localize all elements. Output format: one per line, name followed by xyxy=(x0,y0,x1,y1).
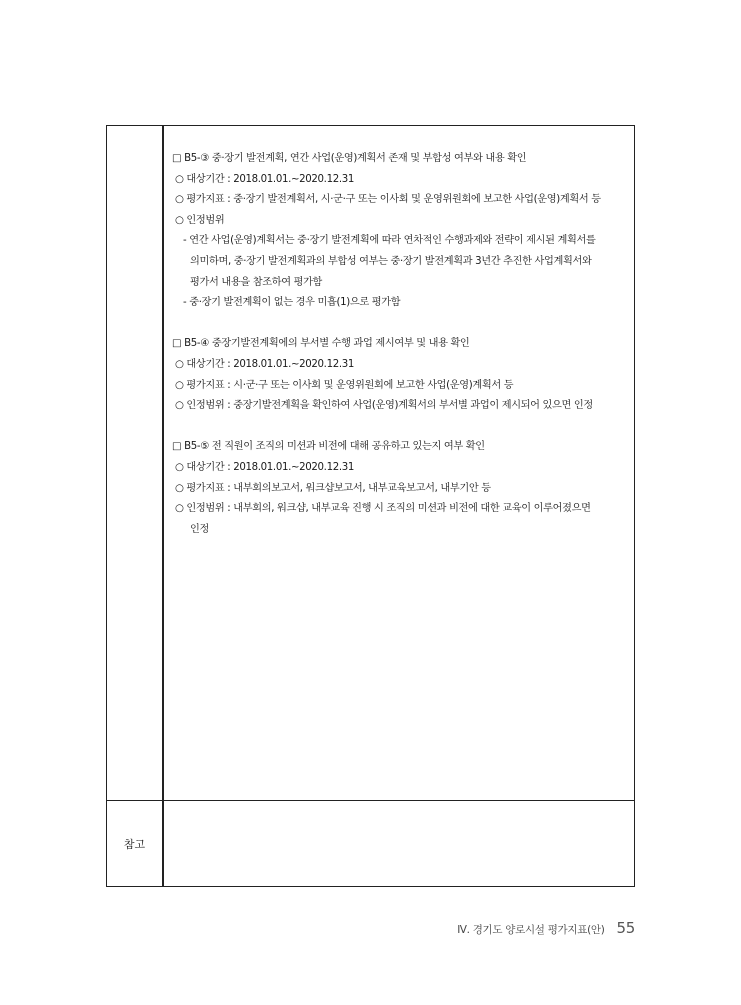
criteria-line: ○ 대상기간 : 2018.01.01.~2020.12.31 xyxy=(175,461,354,473)
criteria-line: ○ 인정범위 : 내부회의, 워크샵, 내부교육 진행 시 조직의 미션과 비전에 대한 교육이 이루어졌으면 xyxy=(175,503,591,515)
section-heading: □ B5-⑤ 전 직원이 조직의 미션과 비전에 대해 공유하고 있는지 여부 확인 xyxy=(172,441,485,453)
criteria-line: ○ 평가지표 : 시·군·구 또는 이사회 및 운영위원회에 보고한 사업(운영)계획서 등 xyxy=(175,379,514,391)
criteria-line: 의미하며, 중·장기 발전계획과의 부합성 여부는 중·장기 발전계획과 3년간 추진한 사업계획서와 xyxy=(190,255,592,267)
criteria-line: ○ 대상기간 : 2018.01.01.~2020.12.31 xyxy=(175,173,354,185)
criteria-content xyxy=(170,149,630,540)
footer-title: Ⅳ. 경기도 양로시설 평가지표(안) xyxy=(457,924,605,936)
section-heading: □ B5-④ 중장기발전계획에의 부서별 수행 과업 제시여부 및 내용 확인 xyxy=(172,338,470,350)
criteria-line: 인정 xyxy=(190,523,209,535)
page-number: 55 xyxy=(616,919,635,937)
criteria-line: - 연간 사업(운영)계획서는 중·장기 발전계획에 따라 연차적인 수행과제와 전략이 제시된 계획서를 xyxy=(183,235,596,247)
evaluation-table xyxy=(106,125,635,887)
criteria-line: ○ 평가지표 : 중·장기 발전계획서, 시·군·구 또는 이사회 및 운영위원회에 보고한 사업(운영)계획서 등 xyxy=(175,194,601,206)
criteria-line: ○ 인정범위 : 중장기발전계획을 확인하여 사업(운영)계획서의 부서별 과업이 제시되어 있으면 인정 xyxy=(175,400,593,412)
criteria-line: - 중·장기 발전계획이 없는 경우 미흡(1)으로 평가함 xyxy=(183,297,401,309)
criteria-line: ○ 평가지표 : 내부회의보고서, 워크샵보고서, 내부교육보고서, 내부기안 등 xyxy=(175,482,491,494)
section-heading: □ B5-③ 중·장기 발전계획, 연간 사업(운영)계획서 존재 및 부합성 여부와 내용 확인 xyxy=(172,153,527,164)
row-divider xyxy=(107,800,634,801)
column-divider xyxy=(162,126,164,886)
criteria-line: ○ 인정범위 xyxy=(175,214,225,226)
note-label: 참고 xyxy=(123,838,146,851)
criteria-line: 평가서 내용을 참조하여 평가함 xyxy=(190,276,323,288)
criteria-line: ○ 대상기간 : 2018.01.01.~2020.12.31 xyxy=(175,358,354,370)
page-footer xyxy=(457,919,635,937)
